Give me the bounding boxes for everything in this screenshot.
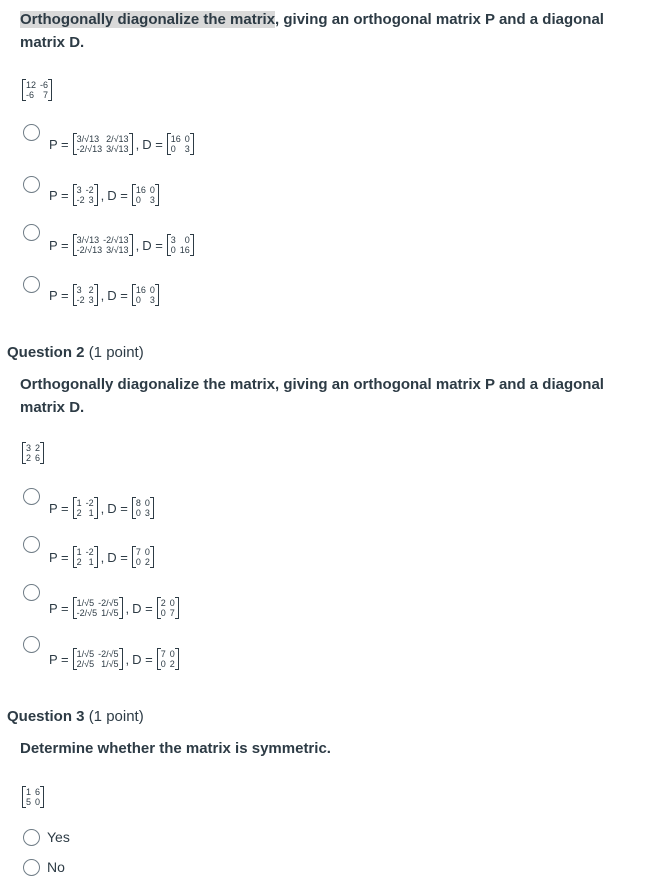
q2-option-2-radio[interactable] [23,536,40,553]
q2-option-4[interactable] [47,648,181,670]
q1-prompt-rest: , giving an orthogonal matrix P and a diagonal matrix D. [20,11,604,51]
q1-option-2[interactable] [47,184,161,206]
q2-title [7,344,144,361]
q1-option-3-radio[interactable] [23,224,40,241]
matrix-cell: 7 [169,608,175,618]
comma: , [125,651,130,667]
matrix-cell: 2 [26,453,32,463]
matrix-cell: 16 [135,185,146,195]
matrix-cell: 3/√13 [76,134,100,144]
matrix-cell: -2/√13 [76,245,103,255]
matrix-cell: 2 [76,557,82,567]
matrix-cell: 3/√13 [106,245,129,255]
matrix-cell: 3 [170,235,176,245]
p-label: P = [49,187,69,203]
q1-option-1-radio[interactable] [23,124,40,141]
matrix-cell: -2 [76,195,85,205]
matrix-cell: 1 [76,547,82,557]
matrix-cell: 1 [26,787,32,797]
matrix-cell: 5 [26,797,32,807]
matrix-cell: 1/√5 [101,659,119,669]
matrix-cell: -2 [85,498,94,508]
matrix-cell: 2 [144,557,150,567]
q1-matrix [20,75,54,101]
matrix-cell: -2/√13 [103,235,129,245]
matrix-cell: 0 [169,649,175,659]
matrix-cell: 3 [88,295,94,305]
p-label: P = [49,237,69,253]
q2-option-3[interactable] [47,597,181,619]
q2-matrix [20,438,46,464]
comma: , [100,549,105,565]
matrix-cell: 16 [179,245,190,255]
q3-matrix [20,782,46,808]
matrix-cell: 0 [149,285,155,295]
matrix-cell: 1 [76,498,82,508]
matrix-cell: -2/√5 [98,598,119,608]
p-label: P = [49,549,69,565]
matrix-cell: -6 [26,90,35,100]
q3-option-no-radio[interactable] [23,859,40,876]
q1-option-3[interactable] [47,234,196,256]
matrix-cell: 1 [88,557,94,567]
matrix-cell: -6 [40,80,49,90]
matrix-cell: 3/√13 [76,235,100,245]
matrix-cell: -2 [76,295,85,305]
matrix-cell: 2/√13 [106,134,129,144]
matrix-cell: 3 [26,443,32,453]
d-label: D = [107,549,128,565]
matrix-cell: 12 [26,80,37,90]
matrix-cell: 1/√5 [101,608,119,618]
p-label: P = [49,500,69,516]
q2-title-text: Question 2 [7,344,85,361]
comma: , [135,237,140,253]
p-label: P = [49,651,69,667]
q1-prompt-highlight: Orthogonally diagonalize the matrix [20,11,276,28]
q2-points: (1 point) [88,344,144,361]
q1-option-1[interactable] [47,133,196,155]
d-label: D = [107,500,128,516]
matrix-cell: 0 [149,185,155,195]
matrix-cell: 7 [135,547,141,557]
matrix-cell: 16 [170,134,181,144]
comma: , [100,500,105,516]
matrix-cell: 2 [88,285,94,295]
matrix-cell: 0 [135,557,141,567]
matrix-cell: 1/√5 [76,598,95,608]
matrix-cell: 0 [160,659,166,669]
q3-title-text: Question 3 [7,708,85,725]
matrix-cell: 2 [160,598,166,608]
matrix-cell: 16 [135,285,146,295]
matrix-cell: 1/√5 [76,649,95,659]
q2-prompt: Orthogonally diagonalize the matrix, giving an orthogonal matrix P and a diagonal matrix D. [20,376,604,416]
matrix-cell: 3 [88,195,94,205]
q3-option-no-label[interactable]: No [47,859,65,875]
q1-option-4-radio[interactable] [23,276,40,293]
matrix-cell: 0 [135,195,141,205]
matrix-cell: -2/√13 [76,144,103,154]
matrix-cell: 3 [76,185,82,195]
matrix-cell: 0 [169,598,175,608]
matrix-cell: 3 [149,295,155,305]
matrix-cell: 0 [170,144,176,154]
d-label: D = [142,136,163,152]
q3-prompt: Determine whether the matrix is symmetric. [20,740,331,757]
matrix-cell: 2 [169,659,175,669]
matrix-cell: 2 [35,443,41,453]
matrix-cell: 2 [76,508,82,518]
matrix-cell: 3/√13 [106,144,129,154]
matrix-cell: 7 [160,649,166,659]
d-label: D = [107,287,128,303]
q2-option-1[interactable] [47,497,156,519]
matrix-cell: 3 [76,285,82,295]
p-label: P = [49,600,69,616]
matrix-cell: 0 [35,797,41,807]
d-label: D = [107,187,128,203]
q3-option-yes-label[interactable]: Yes [47,829,70,845]
matrix-cell: -2/√5 [98,649,119,659]
q1-option-4[interactable] [47,284,161,306]
matrix-cell: 3 [149,195,155,205]
matrix-cell: 0 [184,134,190,144]
matrix-cell: 3 [144,508,150,518]
comma: , [100,287,105,303]
d-label: D = [132,600,153,616]
matrix-cell: 0 [135,508,141,518]
comma: , [135,136,140,152]
matrix-cell: 0 [184,235,190,245]
q2-option-4-radio[interactable] [23,636,40,653]
q1-option-2-radio[interactable] [23,176,40,193]
matrix-cell: 6 [35,453,41,463]
matrix-cell: 1 [88,508,94,518]
q3-points: (1 point) [88,708,144,725]
matrix-cell: 0 [170,245,176,255]
q2-option-2[interactable] [47,546,156,568]
matrix-cell: 8 [135,498,141,508]
comma: , [125,600,130,616]
matrix-cell: 0 [160,608,166,618]
matrix-cell: -2/√5 [76,608,98,618]
d-label: D = [142,237,163,253]
matrix-cell: 0 [144,547,150,557]
matrix-cell: 3 [184,144,190,154]
q3-option-yes-radio[interactable] [23,829,40,846]
p-label: P = [49,136,69,152]
matrix-cell: -2 [85,185,94,195]
comma: , [100,187,105,203]
matrix-cell: 0 [144,498,150,508]
p-label: P = [49,287,69,303]
matrix-cell: 2/√5 [76,659,95,669]
d-label: D = [132,651,153,667]
matrix-cell: 0 [135,295,141,305]
q3-title [7,708,144,725]
matrix-cell: -2 [85,547,94,557]
q2-option-1-radio[interactable] [23,488,40,505]
q1-prompt [20,8,630,54]
q2-option-3-radio[interactable] [23,584,40,601]
matrix-cell: 6 [35,787,41,797]
matrix-cell: 7 [43,90,49,100]
